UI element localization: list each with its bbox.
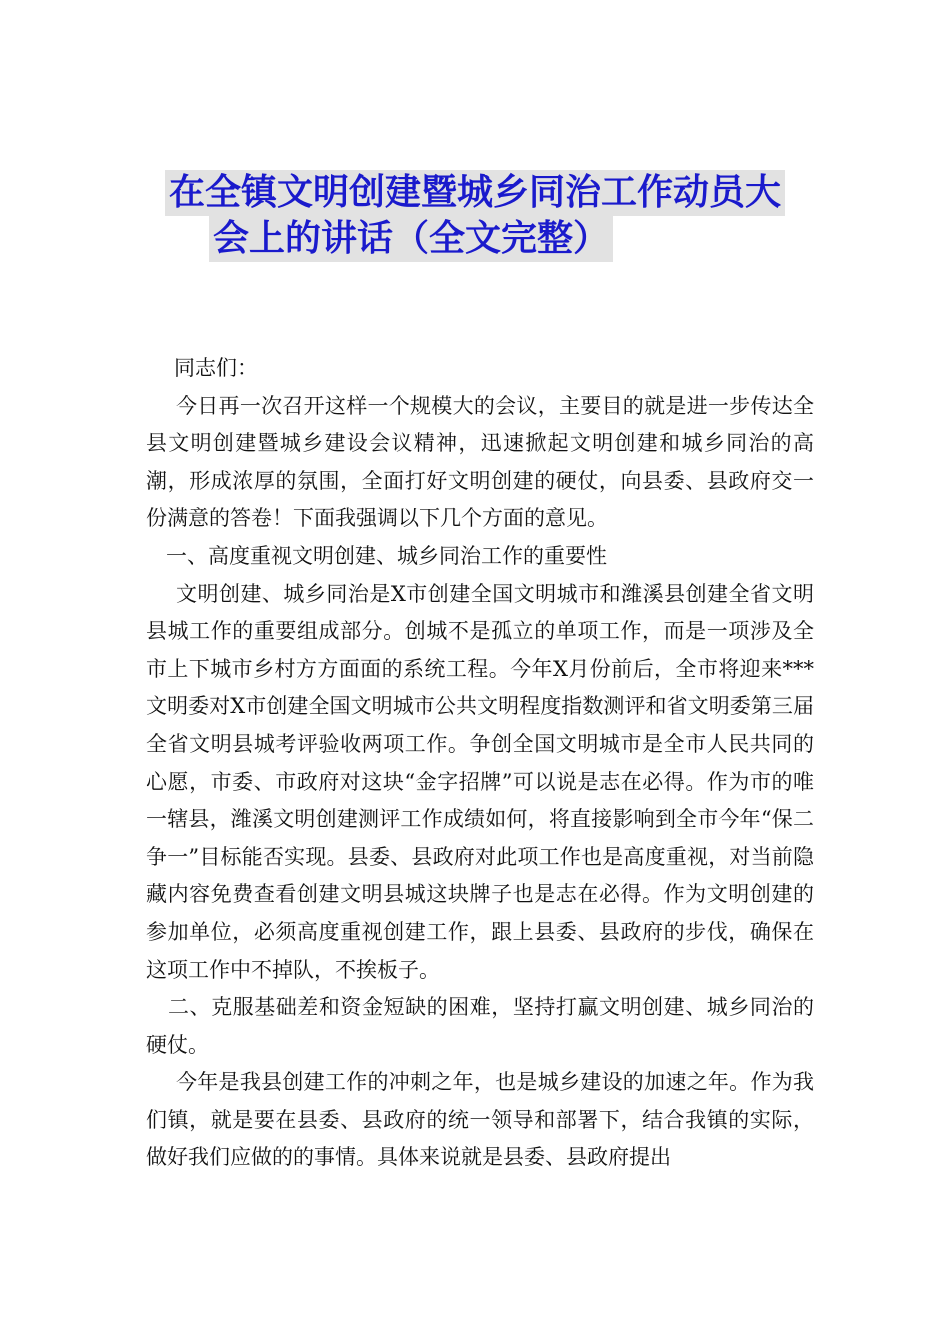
document-title <box>0 170 950 262</box>
title-line-2: 会上的讲话（全文完整） <box>209 216 613 262</box>
section-heading-1: 一、高度重视文明创建、城乡同治工作的重要性 <box>166 543 607 568</box>
paragraph-section-1: 文明创建、城乡同治是X市创建全国文明城市和潍溪县创建全省文明县城工作的重要组成部分。创城不是孤立的单项工作，而是一项涉及全市上下城市乡村方方面面的系统工程。今年X月份前后，全市将迎来***文明委对X市创建全国文明城市公共文明程度指数测评和省文明委第三届全省文明县城考评验收两项工作。争创全国文明城市是全市人民共同的心愿，市委、市政府对这块“金字招牌”可以说是志在必得。作为市的唯一辖县，潍溪文明创建测评工作成绩如何，将直接影响到全市今年“保二争一”目标能否实现。县委、县政府对此项工作也是高度重视，对当前隐藏内容免费查看创建文明县城这块牌子也是志在必得。作为文明创建的参加单位，必须高度重视创建工作，跟上县委、县政府的步伐，确保在这项工作中不掉队，不挨板子。 <box>146 581 814 982</box>
paragraph-section-2: 今年是我县创建工作的冲刺之年，也是城乡建设的加速之年。作为我们镇，就是要在县委、县政府的统一领导和部署下，结合我镇的实际，做好我们应做的的事情。具体来说就是县委、县政府提出 <box>146 1070 814 1170</box>
section-heading-2: 二、克服基础差和资金短缺的困难，坚持打赢文明创建、城乡同治的硬仗。 <box>146 995 814 1057</box>
salutation: 同志们： <box>174 356 258 380</box>
title-line-1: 在全镇文明创建暨城乡同治工作动员大 <box>165 170 785 216</box>
document-body <box>146 350 814 1177</box>
paragraph-intro: 今日再一次召开这样一个规模大的会议，主要目的就是进一步传达全县文明创建暨城乡建设会议精神，迅速掀起文明创建和城乡同治的高潮，形成浓厚的氛围，全面打好文明创建的硬仗，向县委、县政府交一份满意的答卷！下面我强调以下几个方面的意见。 <box>146 393 814 531</box>
